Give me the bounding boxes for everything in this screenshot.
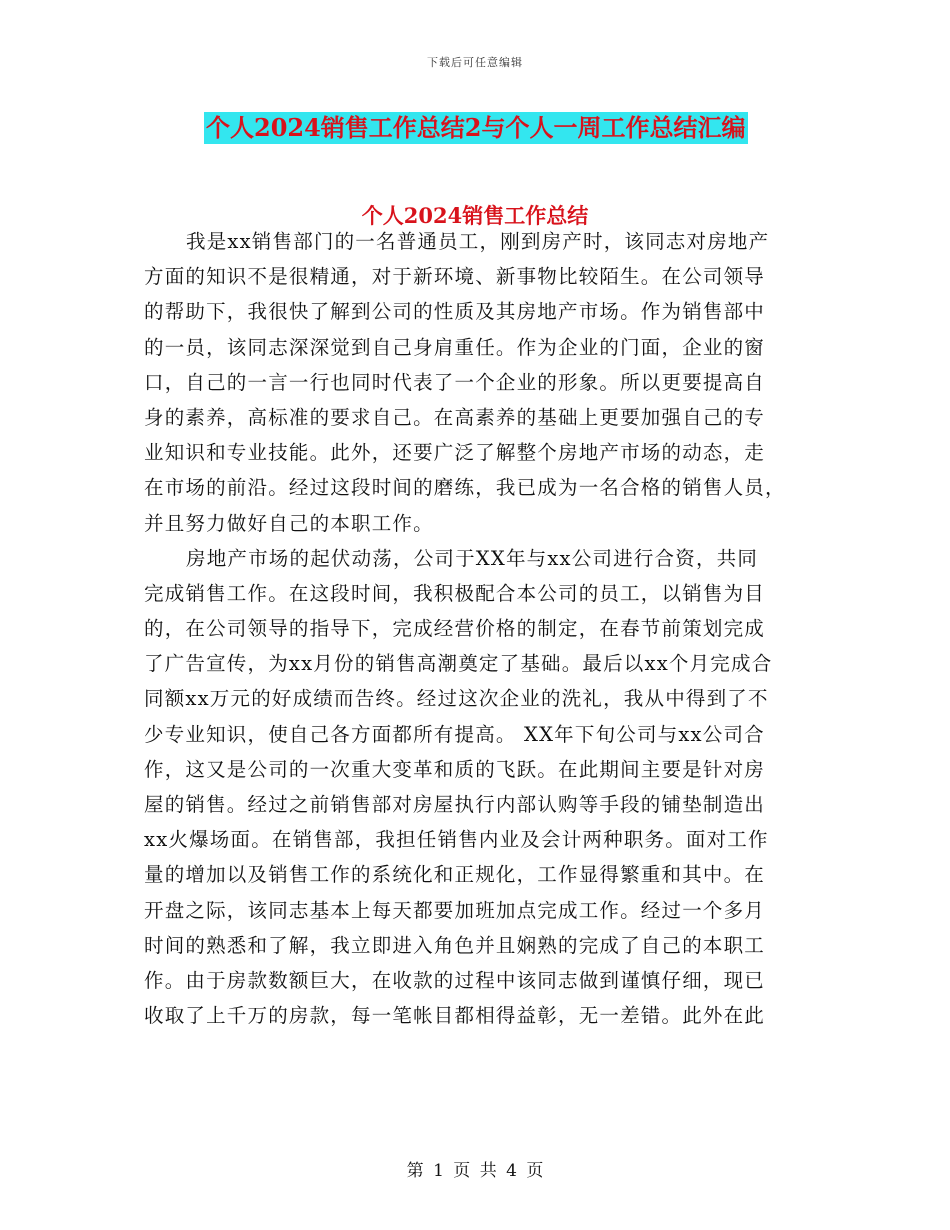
paragraph-2-line: xx火爆场面。在销售部，我担任销售内业及会计两种职务。面对工作 [144,828,769,852]
paragraph-1-line: 在市场的前沿。经过这段时间的磨练，我已成为一名合格的销售人员， [144,476,786,500]
paragraph-1-line: 我是xx销售部门的一名普通员工，刚到房产时，该同志对房地产 [186,230,770,253]
section-title: 个人2024销售工作总结 [361,203,589,228]
paragraph-2-line: 的，在公司领导的指导下，完成经营价格的制定，在春节前策划完成 [144,617,766,641]
paragraph-1-line: 身的素养，高标准的要求自己。在高素养的基础上更要加强自己的专 [144,405,766,429]
paragraph-1-line: 的帮助下，我很快了解到公司的性质及其房地产市场。作为销售部中 [144,300,766,324]
paragraph-2-line: 开盘之际，该同志基本上每天都要加班加点完成工作。经过一个多月 [144,898,766,922]
paragraph-2-line: 量的增加以及销售工作的系统化和正规化，工作显得繁重和其中。在 [144,863,766,887]
paragraph-2-line: 时间的熟悉和了解，我立即进入角色并且娴熟的完成了自己的本职工 [144,933,766,957]
paragraph-1-line: 业知识和专业技能。此外，还要广泛了解整个房地产市场的动态，走 [144,441,766,465]
paragraph-2-line: 了广告宣传，为xx月份的销售高潮奠定了基础。最后以xx个月完成合 [144,652,773,676]
paragraph-2-line: 作。由于房款数额巨大，在收款的过程中该同志做到谨慎仔细，现已 [144,968,766,992]
paragraph-1-line: 的一员，该同志深深觉到自己身肩重任。作为企业的门面，企业的窗 [144,335,766,359]
paragraph-2-line: 房地产市场的起伏动荡，公司于XX年与xx公司进行合资，共同 [186,546,759,570]
paragraph-1-line: 口，自己的一言一行也同时代表了一个企业的形象。所以更要提高自 [144,370,766,394]
paragraph-2-line: 同额xx万元的好成绩而告终。经过这次企业的洗礼，我从中得到了不 [144,687,769,711]
paragraph-2-line: 收取了上千万的房款，每一笔帐目都相得益彰，无一差错。此外在此 [144,1004,766,1028]
page-number-footer: 第 1 页 共 4 页 [406,1161,544,1181]
paragraph-1-line: 方面的知识不是很精通，对于新环境、新事物比较陌生。在公司领导 [144,265,766,289]
paragraph-2-line: 少专业知识，使自己各方面都所有提高。 XX年下旬公司与xx公司合 [144,722,765,746]
paragraph-1-line: 并且努力做好自己的本职工作。 [144,511,434,535]
paragraph-2-line: 完成销售工作。在这段时间，我积极配合本公司的员工，以销售为目 [144,581,766,605]
body-text [144,224,804,1033]
paragraph-2-line: 屋的销售。经过之前销售部对房屋执行内部认购等手段的铺垫制造出 [144,793,766,816]
paragraph-2-line: 作，这又是公司的一次重大变革和质的飞跃。在此期间主要是针对房 [144,757,766,781]
main-title-container [204,112,794,144]
header-note: 下载后可任意编辑 [427,56,523,69]
main-title: 个人2024销售工作总结2与个人一周工作总结汇编 [206,113,746,142]
